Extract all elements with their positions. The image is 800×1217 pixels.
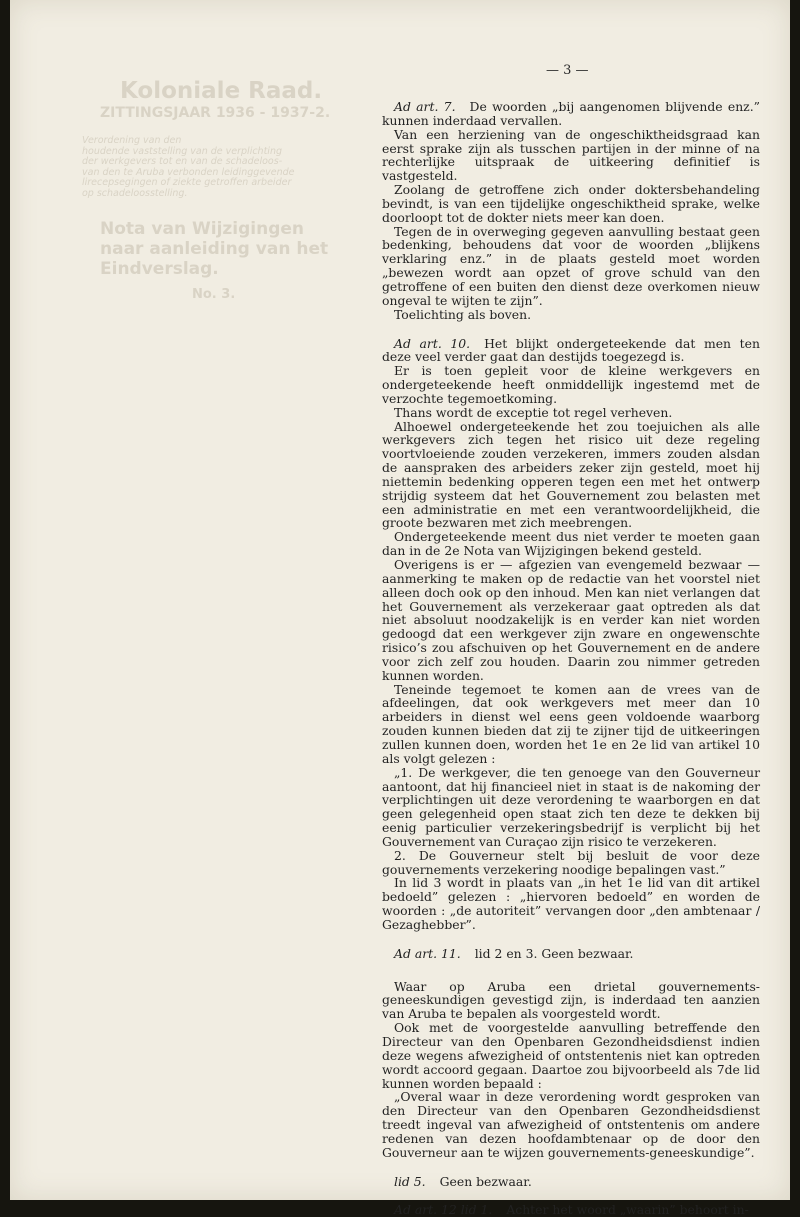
article-reference: Ad art. 11. — [394, 945, 461, 961]
paragraph-text: „Overal waar in deze verordening wordt gesproken van den Directeur van den Openbaren Gezondheidsdienst treedt ingeval van afwezigheid of ontstentenis om andere redenen van dezen hoofdambtenaar op de door den Gouverneur aan te wijzen gouvernements-geneeskundige”. — [382, 1089, 760, 1160]
paragraph-text: Toelichting als boven. — [394, 306, 532, 322]
paragraph — [382, 1021, 760, 1090]
paragraph — [382, 530, 760, 558]
bleed-session: ZITTINGSJAAR 1936 - 1937-2. — [100, 105, 331, 121]
paragraph-text: Alhoewel ondergeteekende het zou toejuichen als alle werkgevers zich tegen het risico uit deze regeling voortvloeiende zouden verzekeren, immers zouden alsdan de aanspraken des arbeiders zeker zijn gesteld, moet hij niettemin bedenking opperen tegen een met het ontwerp strijdig systeem dat het Gouvernement zou belasten met een administratie en met een verantwoordelijkheid, die groote bezwaren met zich meebrengen. — [382, 418, 760, 531]
paragraph-text: Ondergeteekende meent dus niet verder te moeten gaan dan in de 2e Nota van Wijzigingen bekend gesteld. — [382, 529, 760, 559]
bleed-title: Koloniale Raad. — [120, 78, 323, 104]
paragraph — [382, 1203, 760, 1217]
article-reference: Ad art. 10. — [394, 335, 471, 351]
paragraph — [382, 1090, 760, 1159]
paragraph-text: Tegen de in overweging gegeven aanvulling bestaat geen bedenking, behoudens dat voor de woorden „blijkens verklaring enz.” in de plaats gesteld moet worden „bewezen wordt aan opzet of grove schuld van den getroffene of een buiten den dienst deze overkomen nieuw ongeval te wijten te zijn”. — [382, 223, 760, 308]
paragraph — [382, 980, 760, 1022]
paragraph — [382, 337, 760, 365]
document-page — [10, 0, 790, 1217]
paragraph-text: Waar op Aruba een drietal gouvernements-geneeskundigen gevestigd zijn, is inderdaad ten aanzien van Aruba te bepalen als voorgesteld wordt. — [382, 978, 760, 1022]
paragraph — [382, 406, 760, 420]
paragraph — [382, 308, 760, 322]
paragraph — [382, 128, 760, 183]
bleed-note: Verordening van den houdende vaststelling van de verplichting der werkgevers tot en van de schadeloos- van den te Aruba verbonden leidinggevende lirecepsegingen of ziekte getroffen arbeider op schadeloosstelling. — [82, 135, 295, 199]
paragraph-text: Er is toen gepleit voor de kleine werkgevers en ondergeteekende heeft onmiddellijk ingestemd met de verzochte tegemoetkoming. — [382, 363, 760, 406]
bleed-through-text — [82, 78, 332, 302]
paragraph — [382, 100, 760, 128]
paragraph-text: De woorden „bij aangenomen blijvende enz.” kunnen inderdaad vervallen. — [382, 99, 760, 128]
paragraph — [382, 225, 760, 308]
paragraph — [382, 849, 760, 877]
paragraph-text: 2. De Gouverneur stelt bij besluit de voor deze gouvernements verzekering noodige bepalingen vast.” — [382, 847, 760, 877]
paragraph-text: Van een herziening van de ongeschiktheidsgraad kan eerst sprake zijn als tusschen partijen in der minne of na rechterlijke uitspraak de uitkeering definitief is vastgesteld. — [382, 126, 760, 184]
paragraph — [382, 1175, 760, 1189]
paragraph-text: Thans wordt de exceptie tot regel verheven. — [394, 404, 673, 420]
article-reference: lid 5. — [394, 1173, 426, 1189]
paragraph — [382, 364, 760, 406]
article-reference: Ad art. 12 lid 1. — [394, 1202, 493, 1217]
paragraph-text: Overigens is er — afgezien van evengemeld bezwaar — aanmerking te maken op de redactie van het voorstel niet alleen doch ook op den inhoud. Men kan niet verlangen dat het Gouvernement als verzekeraar gaat optreden als dat niet absoluut noodzakelijk is en verder kan niet worden gedoogd dat een werkgever zijn zware en ongewenschte risico’s zou afschuiven op het Gouvernement en de andere voor zich zelf zou houden. Daarin zou nimmer getreden kunnen worden. — [382, 557, 760, 683]
paragraph-text: Achter het woord „waarin” behoort in- — [506, 1202, 749, 1217]
paragraph-text: Ook met de voorgestelde aanvulling betreffende den Directeur van den Openbaren Gezondheidsdienst indien deze wegens afwezigheid of ontstentenis niet kan optreden wordt accoord gegaan. Daartoe zou bijvoorbeeld als 7de lid kunnen worden bepaald : — [382, 1020, 760, 1091]
paragraph — [382, 183, 760, 225]
text-column — [382, 100, 760, 1217]
paragraph — [382, 420, 760, 531]
paragraph — [382, 683, 760, 766]
paragraph-text: lid 2 en 3. Geen bezwaar. — [474, 945, 634, 961]
article-reference: Ad art. 7. — [394, 99, 456, 114]
paragraph — [382, 766, 760, 849]
paragraph-text: Het blijkt ondergeteekende dat men ten deze veel verder gaat dan destijds toegezegd is. — [382, 335, 760, 365]
page-number: — 3 — — [546, 63, 589, 78]
paragraph-text: Teneinde tegemoet te komen aan de vrees van de afdeelingen, dat ook werkgevers met meer dan 10 arbeiders in dienst wel eens geen voldoende waarborg zouden kunnen bieden dat zij te zijner tijd de uitkeeringen zullen kunnen doen, worden het 1e en 2e lid van artikel 10 als volgt gelezen : — [382, 681, 760, 766]
paragraph-text: In lid 3 wordt in plaats van „in het 1e lid van dit artikel bedoeld” gelezen : „hiervoren bedoeld” en worden de woorden : „de autoriteit” vervangen door „den ambtenaar / Gezaghebber”. — [382, 875, 760, 932]
paragraph — [382, 876, 760, 931]
paragraph-text: Zoolang de getroffene zich onder doktersbehandeling bevindt, is van een tijdelijke ongeschiktheid sprake, welke doorloopt tot de dokter niets meer kan doen. — [382, 182, 760, 225]
bleed-number: No. 3. — [192, 287, 236, 302]
paragraph-text: „1. De werkgever, die ten genoege van den Gouverneur aantoont, dat hij financieel niet in staat is de nakoming der verplichtingen uit deze verordening te waarborgen en dat geen gelegenheid open staat zich ten deze te dekken bij eenig particulier verzekeringsbedrijf is verplicht bij het Gouvernement van Curaçao zijn risico te verzekeren. — [382, 764, 760, 849]
paragraph — [382, 558, 760, 683]
paragraph-text: Geen bezwaar. — [439, 1173, 532, 1189]
paragraph — [382, 947, 760, 961]
bleed-heading: Nota van Wijzigingen naar aanleiding van het Eindverslag. — [100, 219, 329, 279]
